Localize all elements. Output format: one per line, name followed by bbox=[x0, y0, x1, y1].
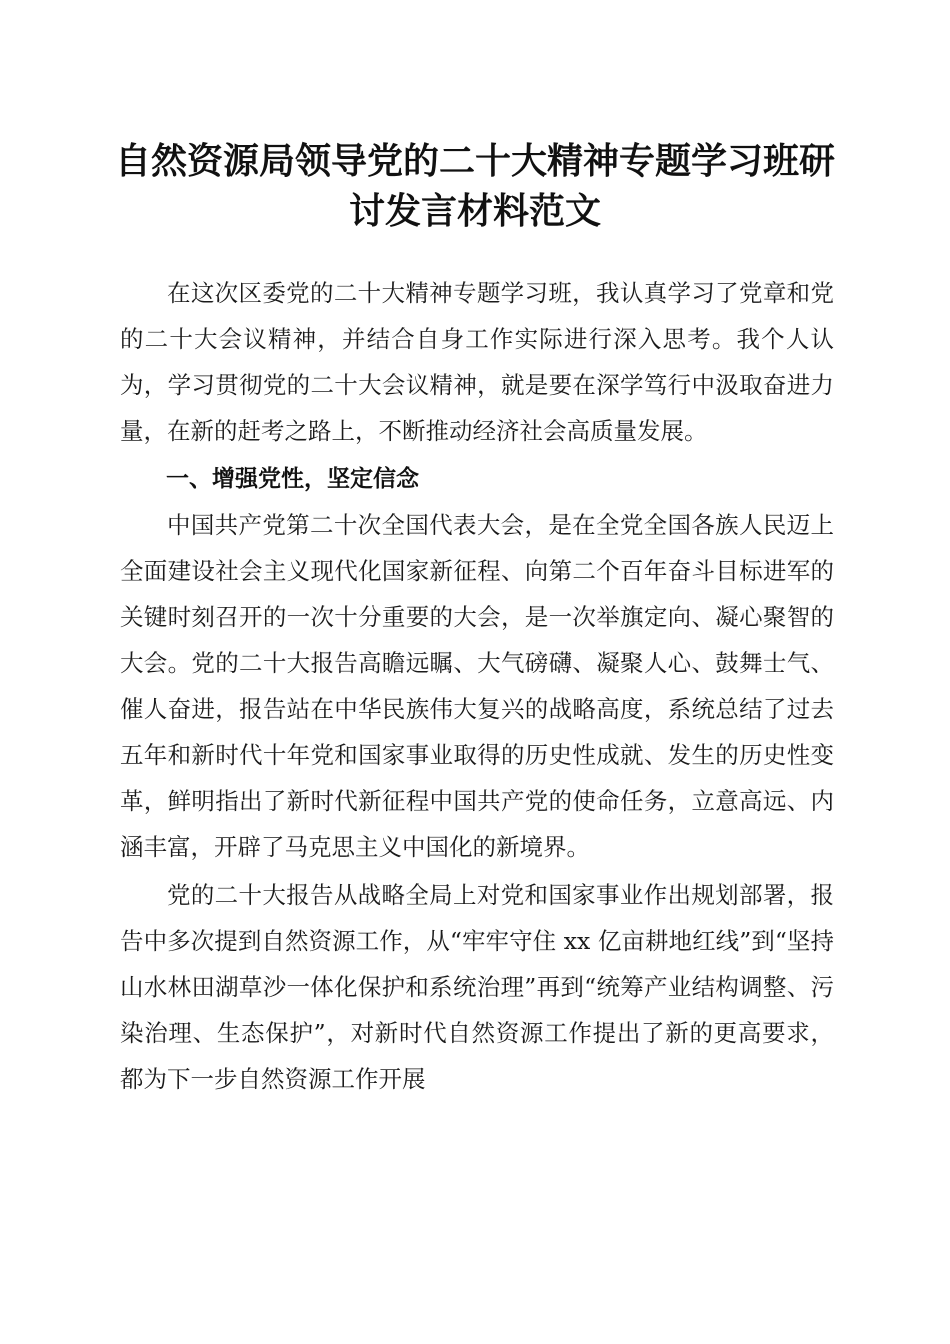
body-paragraph-1: 中国共产党第二十次全国代表大会，是在全党全国各族人民迈上全面建设社会主义现代化国家新征程、向第二个百年奋斗目标进军的关键时刻召开的一次十分重要的大会，是一次举旗定向、凝心聚智的大会。党的二十大报告高瞻远瞩、大气磅礴、凝聚人心、鼓舞士气、催人奋进，报告站在中华民族伟大复兴的战略高度，系统总结了过去五年和新时代十年党和国家事业取得的历史性成就、发生的历史性变革，鲜明指出了新时代新征程中国共产党的使命任务，立意高远、内涵丰富，开辟了马克思主义中国化的新境界。 bbox=[120, 511, 834, 861]
title-line-2: 讨发言材料范文 bbox=[348, 190, 601, 232]
section-heading-1: 一、增强党性，坚定信念 bbox=[166, 466, 419, 492]
document-title bbox=[100, 136, 850, 236]
body-paragraph-2: 党的二十大报告从战略全局上对党和国家事业作出规划部署，报告中多次提到自然资源工作，从“牢牢守住 xx 亿亩耕地红线”到“坚持山水林田湖草沙一体化保护和系统治理”再到“统筹产业结构调整、污染治理、生态保护”，对新时代自然资源工作提出了新的更高要求，都为下一步自然资源工作开展 bbox=[120, 881, 834, 1093]
title-line-1: 自然资源局领导党的二十大精神专题学习班研 bbox=[114, 140, 835, 182]
intro-paragraph: 在这次区委党的二十大精神专题学习班，我认真学习了党章和党的二十大会议精神，并结合自身工作实际进行深入思考。我个人认为，学习贯彻党的二十大会议精神，就是要在深学笃行中汲取奋进力量，在新的赶考之路上，不断推动经济社会高质量发展。 bbox=[120, 279, 834, 445]
document-body bbox=[120, 270, 834, 1104]
